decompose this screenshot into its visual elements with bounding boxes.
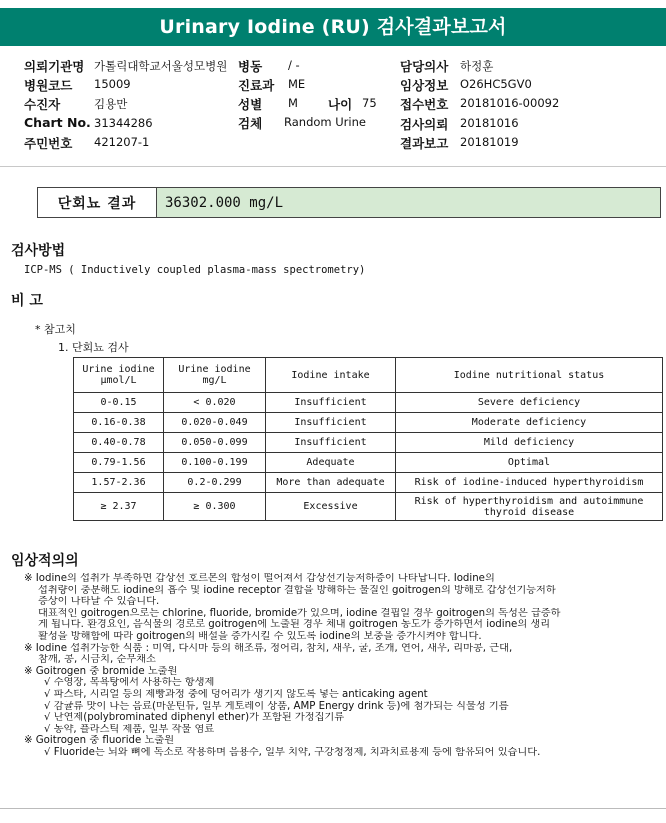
doctor-label: 담당의사 [400, 59, 449, 74]
table-cell: Excessive [266, 493, 396, 521]
hospital-code-label: 병원코드 [24, 78, 73, 93]
resident-no-label: 주민번호 [24, 136, 73, 151]
accession-label: 접수번호 [400, 97, 449, 112]
reference-subtitle: 1. 단회뇨 검사 [58, 341, 129, 354]
table-row [74, 473, 663, 493]
age-label: 나이 [328, 97, 353, 112]
note-line: 대표적인 goitrogen으로는 chlorine, fluoride, bromide가 있으며, iodine 결핍일 경우 goitrogen의 독성은 급증하 [38, 607, 561, 619]
clinical-notes [24, 573, 664, 759]
note-line: √ 파스타, 시리얼 등의 제빵과정 중에 덩어리가 생기지 않도록 넣는 anticaking agent [44, 688, 428, 700]
department-value: ME [288, 77, 306, 91]
sex-value: M [288, 96, 298, 110]
result-label: 단회뇨 결과 [38, 188, 157, 217]
note-line: 활성을 방해함에 따라 goitrogen의 배설을 증가시킬 수 있도록 iodine의 보충을 증가시켜야 합니다. [38, 630, 482, 642]
patient-value: 김용만 [94, 97, 128, 111]
table-cell: ≥ 0.300 [164, 493, 266, 521]
table-row [74, 413, 663, 433]
footer-divider [0, 808, 666, 809]
patient-label: 수진자 [24, 97, 61, 112]
ward-value: / - [288, 58, 300, 72]
request-date-value: 20181016 [460, 116, 519, 130]
table-cell: Adequate [266, 453, 396, 473]
note-line: 게 됩니다. 환경요인, 음식물의 경로로 goitrogen에 노출된 경우 체내 goitrogen 농도가 증가하면서 iodine의 생리 [38, 619, 551, 631]
accession-value: 20181016-00092 [460, 96, 560, 110]
department-label: 진료과 [238, 78, 275, 93]
clinical-info-value: O26HC5GV0 [460, 77, 532, 91]
chart-no-label: Chart No. [24, 115, 91, 130]
table-cell: More than adequate [266, 473, 396, 493]
result-value: 36302.000 mg/L [157, 188, 660, 217]
note-line: 증상이 나타날 수 있습니다. [38, 596, 160, 608]
table-row [74, 393, 663, 413]
patient-info [0, 55, 666, 167]
note-line: 섭취량이 충분해도 iodine의 흡수 및 iodine receptor 결합을 방해하는 물질인 goitrogen의 방해로 갑상선기능저하 [38, 584, 556, 596]
note-line: √ 농약, 플라스틱 제품, 일부 작물 염료 [44, 723, 215, 735]
note-line: √ 감귤류 맛이 나는 음료(마운틴듀, 일부 게토레이 상품, AMP Energy drink 등)에 첨가되는 식물성 기름 [44, 700, 509, 712]
table-cell: 0.2-0.299 [164, 473, 266, 493]
table-row [74, 493, 663, 521]
info-divider [0, 166, 666, 167]
note-line: √ Fluoride는 뇌와 뼈에 독소로 작용하며 음용수, 일부 치약, 구강청정제, 치과치료용제 등에 함유되어 있습니다. [44, 746, 541, 758]
table-cell: ≥ 2.37 [74, 493, 164, 521]
table-header: Iodine nutritional status [396, 358, 663, 393]
table-cell: Mild deficiency [396, 433, 663, 453]
table-cell: 0.020-0.049 [164, 413, 266, 433]
doctor-value: 하정훈 [460, 59, 494, 73]
specimen-value: Random Urine [284, 115, 366, 129]
ward-label: 병동 [238, 59, 263, 74]
table-cell: < 0.020 [164, 393, 266, 413]
sex-label: 성별 [238, 97, 263, 112]
method-text: ICP-MS ( Inductively coupled plasma-mass spectrometry) [24, 264, 366, 276]
table-header: Urine iodine μmol/L [74, 358, 164, 393]
table-cell: 0.100-0.199 [164, 453, 266, 473]
age-value: 75 [362, 96, 377, 110]
institution-label: 의뢰기관명 [24, 59, 85, 74]
report-date-label: 결과보고 [400, 136, 449, 151]
table-cell: 0.79-1.56 [74, 453, 164, 473]
resident-no-value: 421207-1 [94, 135, 150, 149]
table-cell: 0.40-0.78 [74, 433, 164, 453]
clinical-info-label: 임상정보 [400, 78, 449, 93]
note-line: ※ Goitrogen 중 fluoride 노출원 [24, 735, 175, 747]
note-line: ※ Goitrogen 중 bromide 노출원 [24, 665, 178, 677]
table-cell: 0.050-0.099 [164, 433, 266, 453]
table-cell: Insufficient [266, 393, 396, 413]
table-cell: 1.57-2.36 [74, 473, 164, 493]
note-line: √ 수영장, 목욕탕에서 사용하는 항생제 [44, 677, 215, 689]
report-title: Urinary Iodine (RU) 검사결과보고서 [0, 8, 666, 46]
remarks-title: 비 고 [11, 293, 43, 309]
note-line: 참깨, 콩, 시금치, 순무채소 [38, 654, 156, 666]
result-box [37, 187, 661, 218]
table-cell: 0.16-0.38 [74, 413, 164, 433]
report-date-value: 20181019 [460, 135, 519, 149]
hospital-code-value: 15009 [94, 77, 131, 91]
table-cell: 0-0.15 [74, 393, 164, 413]
table-cell: Insufficient [266, 433, 396, 453]
table-header: Urine iodine mg/L [164, 358, 266, 393]
institution-value: 가톨릭대학교서울성모병원 [94, 59, 228, 73]
table-cell: Risk of hyperthyroidism and autoimmune thyroid disease [396, 493, 663, 521]
reference-title: * 참고치 [35, 323, 76, 336]
table-row [74, 453, 663, 473]
note-line: ※ Iodine 섭취가능한 식품 : 미역, 다시마 등의 해조류, 정어리, 참치, 새우, 굴, 조개, 연어, 새우, 리마콩, 근대, [24, 642, 513, 654]
request-date-label: 검사의뢰 [400, 117, 449, 132]
method-title: 검사방법 [11, 243, 66, 259]
table-cell: Moderate deficiency [396, 413, 663, 433]
chart-no-value: 31344286 [94, 116, 153, 130]
table-cell: Risk of iodine-induced hyperthyroidism [396, 473, 663, 493]
reference-table [73, 357, 663, 521]
note-line: ※ Iodine의 섭취가 부족하면 갑상선 호르몬의 합성이 떨어져서 갑상선기능저하증이 나타납니다. Iodine의 [24, 573, 495, 584]
note-line: √ 난연제(polybrominated diphenyl ether)가 포함된 가정집기류 [44, 712, 345, 724]
table-header-row [74, 358, 663, 393]
table-header: Iodine intake [266, 358, 396, 393]
table-cell: Optimal [396, 453, 663, 473]
specimen-label: 검체 [238, 116, 263, 131]
clinical-title: 임상적의의 [11, 553, 79, 569]
table-cell: Insufficient [266, 413, 396, 433]
table-cell: Severe deficiency [396, 393, 663, 413]
table-row [74, 433, 663, 453]
